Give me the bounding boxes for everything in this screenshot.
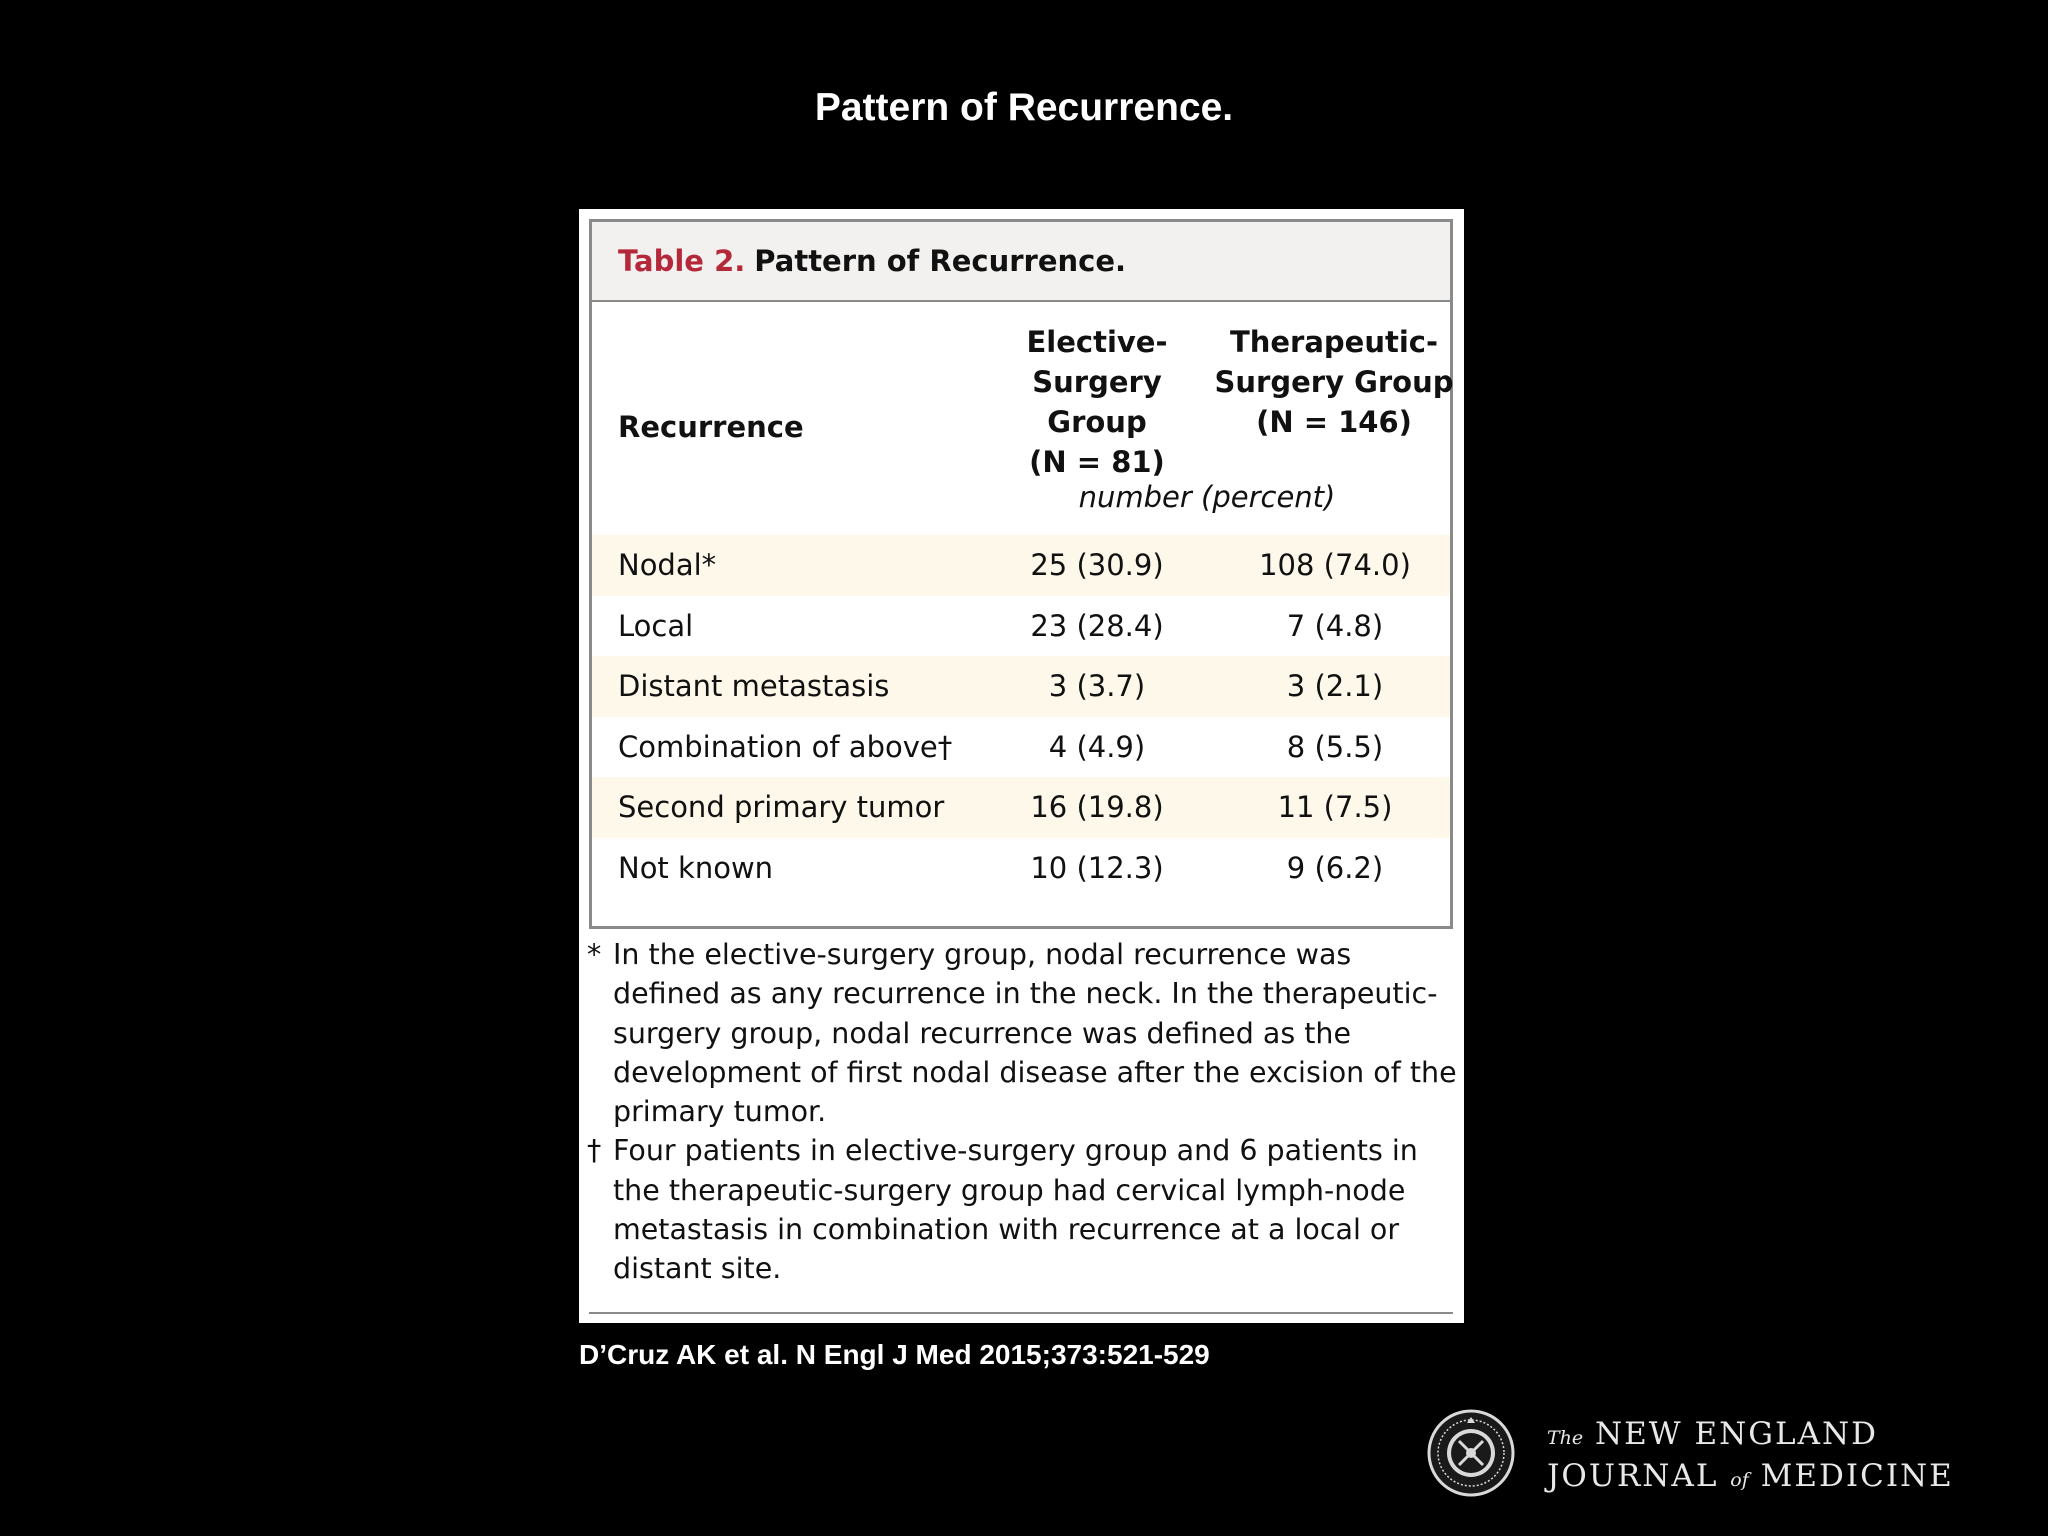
column-header-therapeutic-line: Surgery Group [1214, 365, 1454, 399]
column-header-therapeutic-line: (N = 146) [1256, 405, 1412, 439]
column-header-therapeutic-line: Therapeutic- [1229, 325, 1439, 359]
footnote-text: Four patients in elective-surgery group and 6 patients in the therapeutic-surgery group had cervical lymph-node metastasis in combination with recurrence at a local or distant site. [613, 1134, 1418, 1286]
elective-value: 10 (12.3) [1030, 850, 1164, 885]
table-footnotes [587, 935, 1457, 1289]
table-row [592, 656, 1450, 717]
footnote [587, 1131, 1457, 1288]
units-label: number (percent) [1078, 480, 1336, 514]
wordmark-of: of [1730, 1469, 1749, 1491]
nejm-wordmark [1547, 1415, 1954, 1499]
column-header-elective-line: Group [1047, 405, 1147, 439]
nejm-logo [1427, 1409, 1987, 1499]
row-label: Nodal* [618, 548, 717, 582]
wordmark-the: The [1547, 1427, 1584, 1449]
therapeutic-value: 11 (7.5) [1277, 790, 1393, 824]
table-name: Pattern of Recurrence. [754, 244, 1127, 278]
footnote-mark: * [587, 938, 602, 971]
therapeutic-value: 7 (4.8) [1286, 608, 1384, 643]
elective-value: 4 (4.9) [1048, 729, 1146, 764]
citation: D’Cruz AK et al. N Engl J Med 2015;373:521-529 [579, 1339, 1210, 1370]
wordmark-new-england: NEW ENGLAND [1595, 1416, 1878, 1452]
slide-title: Pattern of Recurrence. [814, 86, 1234, 129]
elective-value: 16 (19.8) [1030, 790, 1164, 824]
table-row [592, 777, 1450, 838]
table-row [592, 596, 1450, 657]
column-header-elective [962, 322, 1232, 482]
column-header-elective-line: Elective-Surgery [1026, 325, 1168, 399]
elective-value: 23 (28.4) [1030, 608, 1164, 643]
row-label: Distant metastasis [618, 669, 890, 703]
elective-value: 3 (3.7) [1048, 669, 1146, 703]
bottom-divider [589, 1312, 1453, 1314]
table-body [592, 535, 1450, 898]
therapeutic-value: 3 (2.1) [1286, 669, 1384, 703]
column-header-therapeutic [1212, 322, 1456, 442]
therapeutic-value: 8 (5.5) [1286, 729, 1384, 764]
column-header-elective-line: (N = 81) [1029, 445, 1165, 479]
therapeutic-value: 9 (6.2) [1286, 850, 1384, 885]
recurrence-table [589, 219, 1453, 929]
table-number: Table 2. [618, 244, 746, 278]
column-header-recurrence: Recurrence [618, 410, 804, 444]
table-row [592, 717, 1450, 778]
wordmark-journal: JOURNAL [1547, 1458, 1719, 1494]
elective-value: 25 (30.9) [1030, 548, 1164, 582]
footnote-mark: † [587, 1134, 602, 1168]
row-label: Local [618, 608, 694, 643]
wordmark-medicine: MEDICINE [1760, 1458, 1954, 1494]
table-row [592, 838, 1450, 899]
table-title-bar [592, 222, 1450, 302]
table-row [592, 535, 1450, 596]
row-label: Combination of above† [618, 729, 953, 764]
footnote [587, 935, 1457, 1131]
table-figure [579, 209, 1464, 1323]
footnote-text: In the elective-surgery group, nodal recurrence was defined as any recurrence in the neck. In the therapeutic-surgery group, nodal recurrence was defined as the development of first nodal disease after the excision of the primary tumor. [613, 938, 1457, 1129]
row-label: Second primary tumor [618, 790, 945, 824]
nejm-seal-icon [1427, 1409, 1515, 1497]
therapeutic-value: 108 (74.0) [1259, 548, 1411, 582]
row-label: Not known [618, 850, 774, 885]
